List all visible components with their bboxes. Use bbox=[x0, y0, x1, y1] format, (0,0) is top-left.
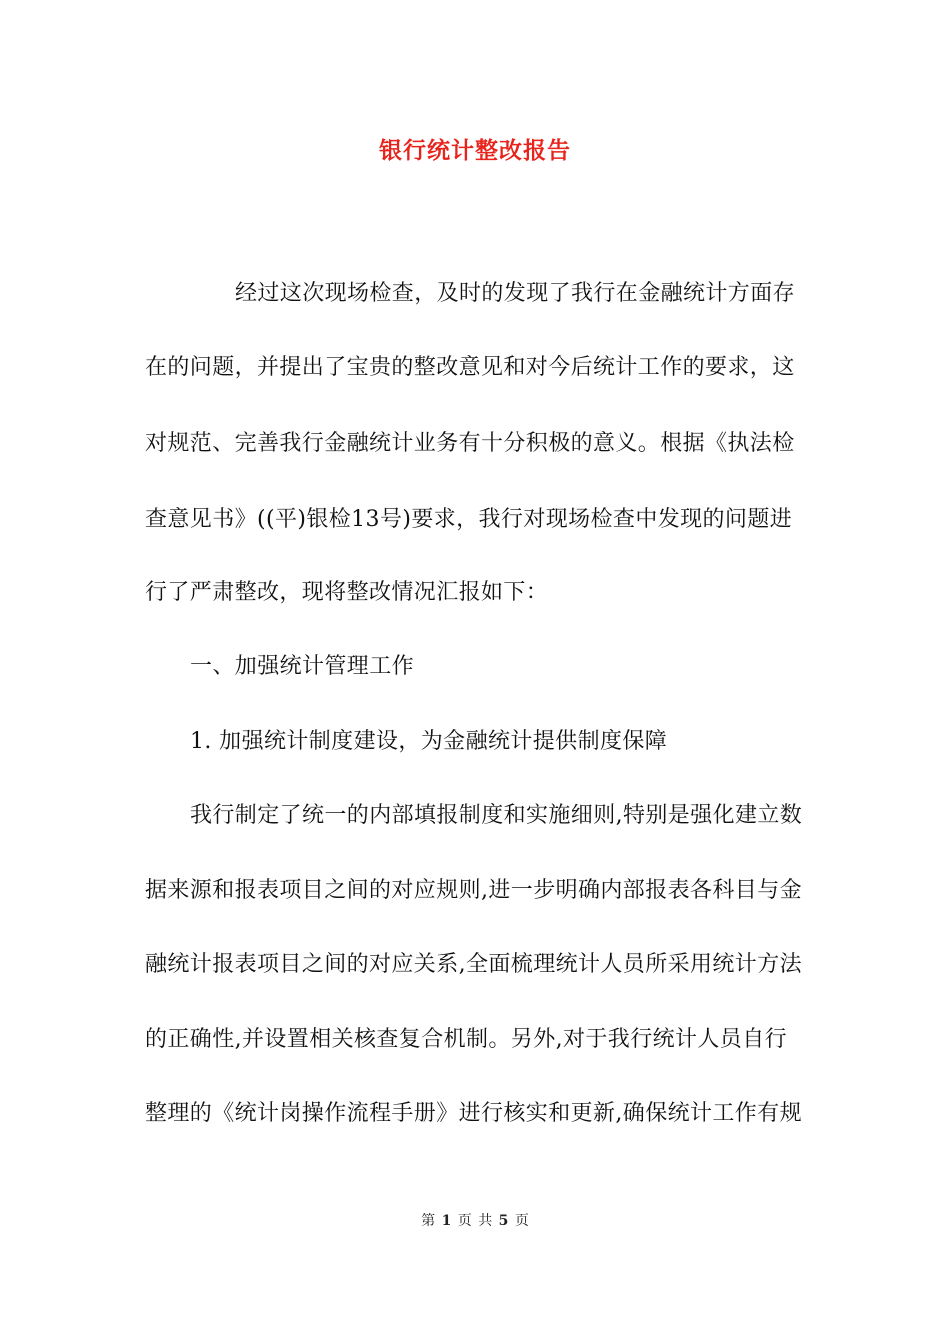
section-heading: 一、加强统计管理工作 bbox=[190, 654, 415, 679]
paragraph-line: 对规范、完善我行金融统计业务有十分积极的意义。根据《执法检 bbox=[145, 431, 795, 456]
paragraph-line: 经过这次现场检查，及时的发现了我行在金融统计方面存 bbox=[235, 281, 796, 306]
paragraph-line: 据来源和报表项目之间的对应规则,进一步明确内部报表各科目与金 bbox=[145, 878, 802, 903]
paragraph-line: 查意见书》((平)银检13号)要求，我行对现场检查中发现的问题进 bbox=[145, 507, 793, 532]
paragraph-line: 行了严肃整改，现将整改情况汇报如下： bbox=[145, 580, 549, 605]
document-title: 银行统计整改报告 bbox=[379, 137, 571, 164]
paragraph-line: 在的问题，并提出了宝贵的整改意见和对今后统计工作的要求，这 bbox=[145, 355, 795, 380]
page-footer bbox=[0, 1212, 950, 1230]
footer-prefix: 第 bbox=[421, 1213, 436, 1229]
total-pages-number: 5 bbox=[498, 1213, 509, 1229]
paragraph-line: 的正确性,并设置相关核查复合机制。另外,对于我行统计人员自行 bbox=[145, 1027, 787, 1052]
subsection-heading: 1. 加强统计制度建设，为金融统计提供制度保障 bbox=[190, 729, 668, 754]
paragraph-line: 融统计报表项目之间的对应关系,全面梳理统计人员所采用统计方法 bbox=[145, 952, 802, 977]
footer-suffix: 页 bbox=[514, 1213, 529, 1229]
footer-middle: 页 共 bbox=[457, 1213, 493, 1229]
paragraph-line: 整理的《统计岗操作流程手册》进行核实和更新,确保统计工作有规 bbox=[145, 1101, 802, 1126]
current-page-number: 1 bbox=[441, 1213, 452, 1229]
paragraph-line: 我行制定了统一的内部填报制度和实施细则,特别是强化建立数 bbox=[190, 803, 803, 828]
